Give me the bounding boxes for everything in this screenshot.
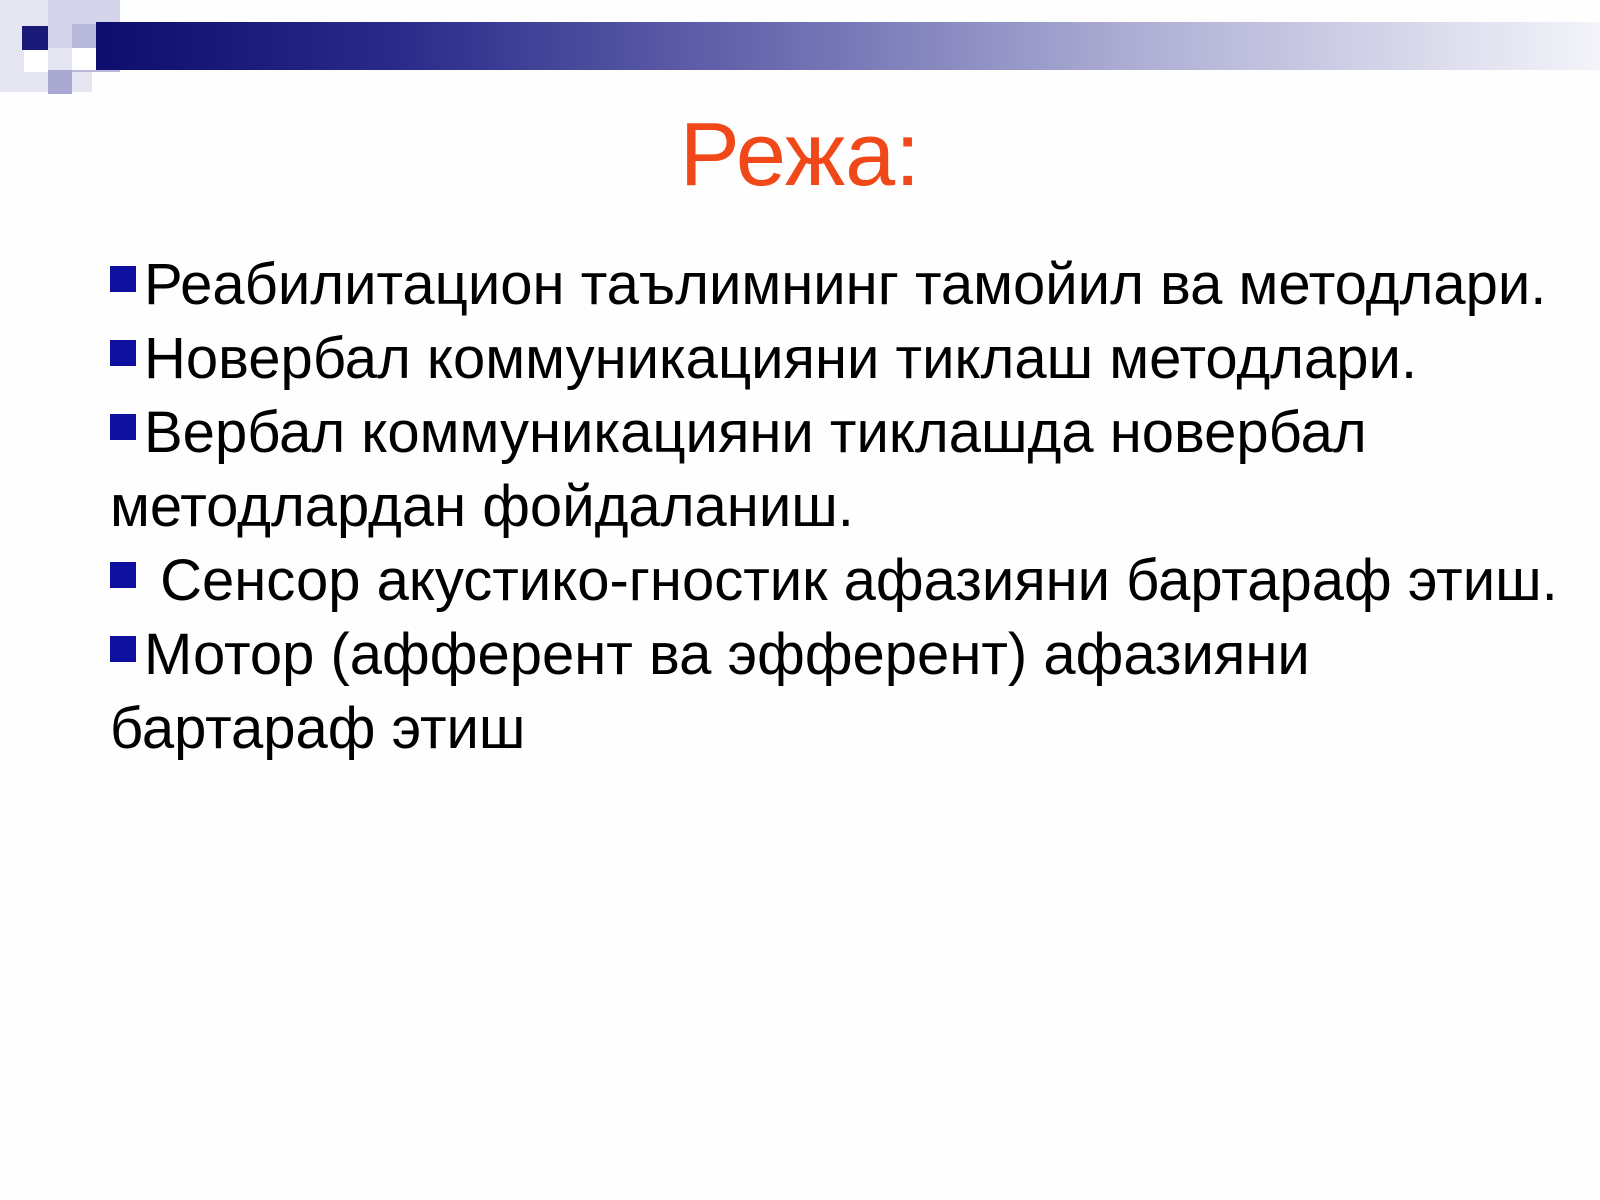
bullet-text: Вербал коммуникацияни тиклашда новербал методлардан фойдаланиш. — [110, 400, 1367, 539]
bullet-list — [110, 248, 1570, 766]
bullet-text: Новербал коммуникацияни тиклаш методлари. — [144, 326, 1418, 391]
square-bullet-icon — [110, 340, 136, 366]
bullet-text: Сенсор акустико-гностик афазияни бартараф этиш. — [144, 548, 1558, 613]
header-gradient-bar — [96, 22, 1600, 70]
slide-title: Режа: — [679, 105, 921, 205]
decor-square — [24, 50, 48, 72]
decor-square — [22, 26, 48, 50]
bullet-item — [110, 396, 1570, 544]
bullet-item — [110, 618, 1570, 766]
bullet-item — [110, 544, 1570, 618]
bullet-item — [110, 248, 1570, 322]
decor-square — [72, 48, 96, 70]
decor-square — [48, 70, 72, 94]
square-bullet-icon — [110, 414, 136, 440]
square-bullet-icon — [110, 562, 136, 588]
square-bullet-icon — [110, 266, 136, 292]
bullet-item — [110, 322, 1570, 396]
square-bullet-icon — [110, 636, 136, 662]
bullet-text: Реабилитацион таълимнинг тамойил ва методлари. — [144, 252, 1547, 317]
bullet-text: Мотор (афферент ва эфферент) афазияни бартараф этиш — [110, 622, 1310, 761]
